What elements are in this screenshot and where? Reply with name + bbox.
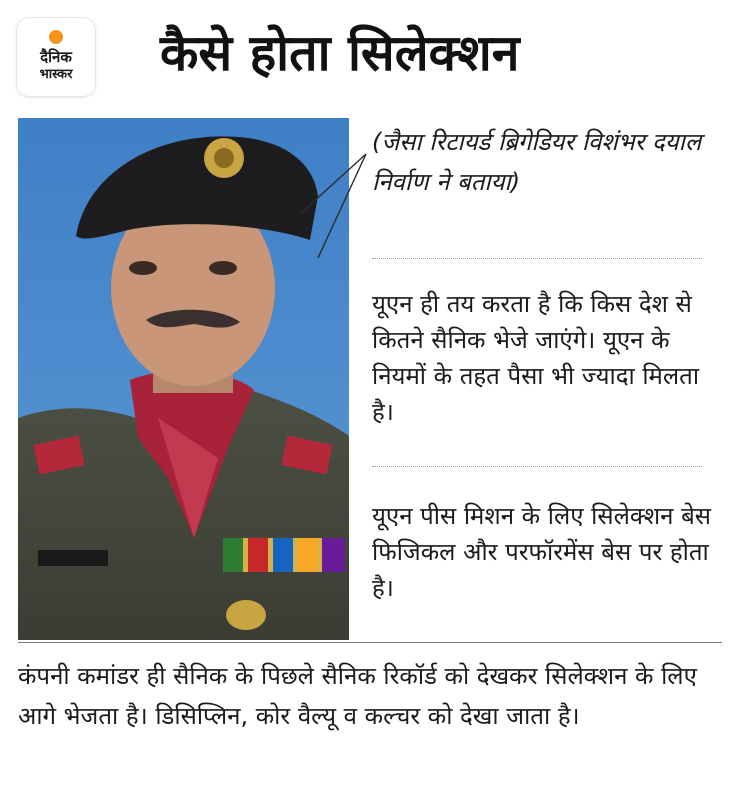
logo-line-2: भास्कर [39,67,73,82]
logo-line-1: दैनिक [40,48,72,66]
point-1: यूएन ही तय करता है कि किस देश से कितने सैनिक भेजे जाएंगे। यूएन के नियमों के तहत पैसा भी ज्यादा मिलता है। [372,290,700,426]
divider-1 [372,258,702,259]
dainik-bhaskar-logo [17,18,95,96]
point-2: यूएन पीस मिशन के लिए सिलेक्शन बेस फिजिकल और परफॉरमेंस बेस पर होता है। [372,502,712,602]
quote-attribution: (जैसा रिटायर्ड ब्रिगेडियर विशंभर दयाल निर्वाण ने बताया) [372,128,702,196]
callout-pointer [290,150,370,270]
section-divider [18,642,722,643]
page-title: कैसे होता सिलेक्शन [160,24,520,82]
divider-2 [372,466,702,467]
bottom-paragraph: कंपनी कमांडर ही सैनिक के पिछले सैनिक रिकॉर्ड को देखकर सिलेक्शन के लिए आगे भेजता है। डिसिप्लिन, कोर वैल्यू व कल्चर को देखा जाता है। [18,662,697,730]
sun-icon [49,30,63,44]
